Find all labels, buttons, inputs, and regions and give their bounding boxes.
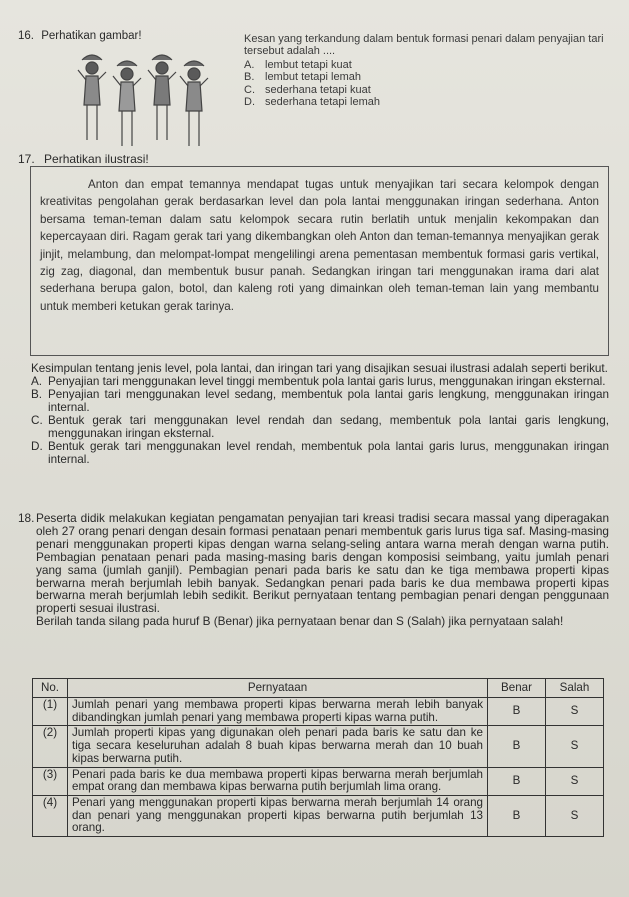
q17-instruction: Perhatikan ilustrasi!	[44, 152, 149, 166]
q18-question	[18, 512, 609, 628]
false-choice[interactable]: S	[546, 767, 604, 795]
q18-paragraph: Peserta didik melakukan kegiatan pengamatan penyajian tari kreasi tradisi secara massal yang diperagakan oleh 27 orang penari dengan desain formasi penataan penari membentuk garis lurus tiga saf. Masing-masing penari menggunakan properti kipas dengan warna selang-seling antara warna merah dengan warna putih. Pembagian penataan penari pada masing-masing baris dengan komposisi seimbang, yaitu jumlah penari yang sama (jumlah ganjil). Pembagian penari pada baris ke satu dan ke tiga membawa properti kipas berwarna merah berjumlah lebih banyak. Sedangkan penari pada baris ke dua membawa properti kipas berwarna merah berjumlah lebih sedikit. Berikut pernyataan tentang pembagian penari dengan penggunaan properti sesuai ilustrasi.	[36, 511, 609, 616]
q16-stem: Kesan yang terkandung dalam bentuk formasi penari dalam penyajian tari tersebut adalah ....	[244, 33, 604, 58]
table-row	[33, 795, 604, 836]
q16-number: 16.	[18, 30, 34, 42]
false-choice[interactable]: S	[546, 795, 604, 836]
q17-illustration-box	[30, 166, 609, 356]
row-number: (2)	[33, 726, 68, 767]
table-header-row	[33, 679, 604, 698]
table-row	[33, 726, 604, 767]
header-no: No.	[33, 679, 68, 698]
true-choice[interactable]: B	[488, 726, 546, 767]
q18-number: 18.	[18, 511, 35, 525]
q16-heading	[18, 30, 142, 42]
dancers-picture	[70, 50, 235, 150]
false-choice[interactable]: S	[546, 698, 604, 726]
q17-option-b[interactable]: B. Penyajian tari menggunakan level sedang, membentuk pola lantai garis lengkung, menggunakan iringan internal.	[31, 388, 609, 414]
q16-instruction: Perhatikan gambar!	[41, 30, 142, 42]
q17-option-a[interactable]: A. Penyajian tari menggunakan level tinggi membentuk pola lantai garis lurus, menggunakan iringan eksternal.	[31, 375, 606, 388]
row-number: (4)	[33, 795, 68, 836]
q16-option-b[interactable]: B. lembut tetapi lemah	[244, 71, 361, 84]
true-choice[interactable]: B	[488, 698, 546, 726]
header-true: Benar	[488, 679, 546, 698]
q17-question	[31, 362, 609, 466]
q16-option-d[interactable]: D. sederhana tetapi lemah	[244, 96, 380, 109]
q18-statement-table	[32, 678, 604, 837]
q16-question	[244, 33, 614, 108]
q17-number: 17.	[18, 152, 35, 166]
row-number: (1)	[33, 698, 68, 726]
dancer-figure	[78, 55, 106, 140]
true-choice[interactable]: B	[488, 767, 546, 795]
true-choice[interactable]: B	[488, 795, 546, 836]
q17-heading	[18, 152, 149, 166]
q16-option-c[interactable]: C. sederhana tetapi kuat	[244, 83, 371, 96]
q18-instruction: Berilah tanda silang pada huruf B (Benar) jika pernyataan benar dan S (Salah) jika pernyataan salah!	[36, 614, 564, 629]
header-false: Salah	[546, 679, 604, 698]
dancer-figure	[148, 55, 176, 140]
q16-option-a[interactable]: A. lembut tetapi kuat	[244, 58, 352, 71]
q17-illustration-text: Anton dan empat temannya mendapat tugas untuk menyajikan tari secara kelompok dengan kreativitas pengolahan gerak berdasarkan level dan pola lantai menggunakan iringan sederhana. Anton bersama teman-teman dalam satu kelompok secara rutin berlatih untuk menjalin kekompakan dan kepercayaan diri. Ragam gerak tari yang dikembangkan oleh Anton dan teman-temannya menyajikan gerak jinjit, melambung, dan melompat-lompat mengelilingi arena pementasan membentuk formasi garis vertikal, zig zag, diagonal, dan membentuk busur panah. Sedangkan iringan tari menggunakan irama dari alat sederhana berupa galon, botol, dan kaleng roti yang dimainkan oleh teman-teman lain yang membantu untuk memberi ketukan gerak tarinya.	[40, 178, 599, 313]
table-row	[33, 767, 604, 795]
row-statement: Penari pada baris ke dua membawa properti kipas berwarna merah berjumlah empat orang dan membawa kipas berwarna putih berjumlah lima orang.	[68, 767, 488, 795]
dancer-figure	[113, 61, 141, 146]
false-choice[interactable]: S	[546, 726, 604, 767]
header-statement: Pernyataan	[68, 679, 488, 698]
q17-option-c[interactable]: C. Bentuk gerak tari menggunakan level rendah dan sedang, membentuk pola lantai garis lengkung, menggunakan iringan eksternal.	[31, 414, 609, 440]
q17-question-text: Kesimpulan tentang jenis level, pola lantai, dan iringan tari yang disajikan sesuai ilustrasi adalah seperti berikut.	[31, 362, 608, 375]
dancer-figure	[180, 61, 208, 146]
row-statement: Penari yang menggunakan properti kipas berwarna merah berjumlah 14 orang dan penari yang menggunakan properti kipas berwarna putih berjumlah 13 orang.	[68, 795, 488, 836]
table-row	[33, 698, 604, 726]
row-statement: Jumlah penari yang membawa properti kipas berwarna merah lebih banyak dibandingkan jumlah penari yang membawa properti kipas warna putih.	[68, 698, 488, 726]
q17-option-d[interactable]: D. Bentuk gerak tari menggunakan level rendah, membentuk pola lantai garis lurus, menggunakan iringan internal.	[31, 440, 609, 466]
row-number: (3)	[33, 767, 68, 795]
row-statement: Jumlah properti kipas yang digunakan oleh penari pada baris ke satu dan ke tiga secara keseluruhan adalah 8 buah kipas berwarna merah dan 10 buah kipas berwarna putih.	[68, 726, 488, 767]
